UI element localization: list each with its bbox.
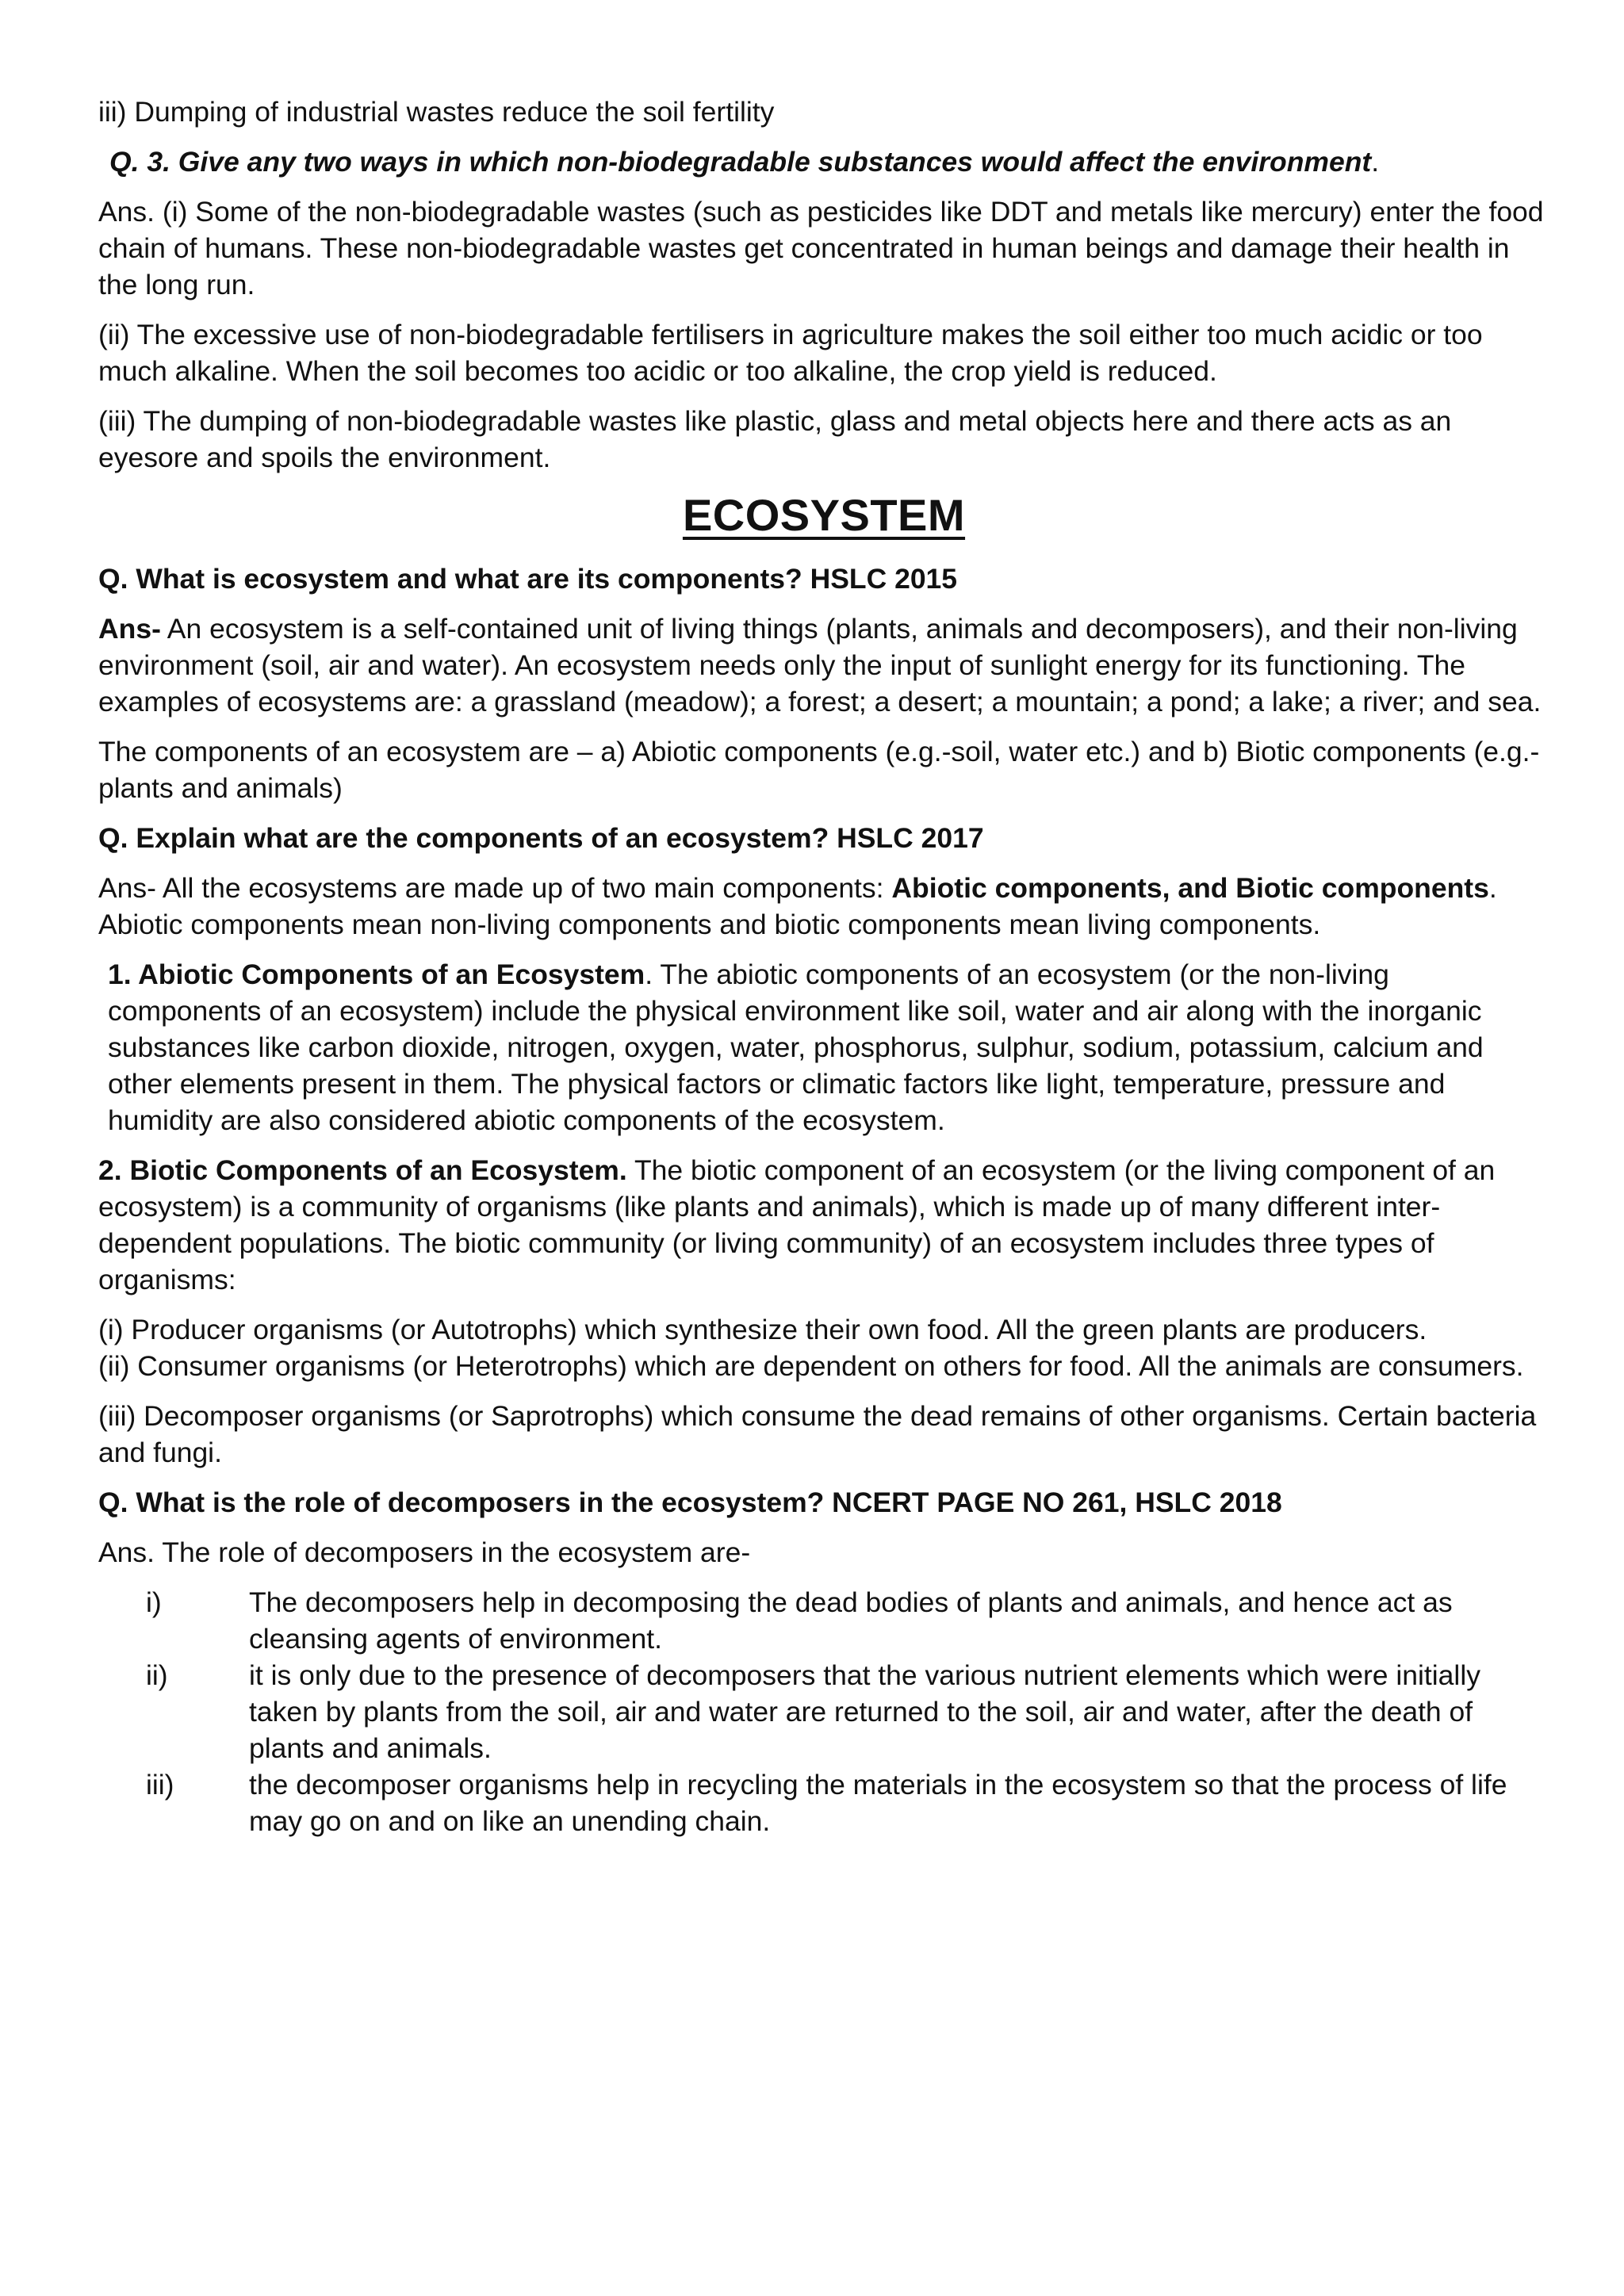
decomposer-organisms: (iii) Decomposer organisms (or Saprotrophs) which consume the dead remains of other organisms. Certain bacteria and fungi.: [98, 1400, 1537, 1468]
list-item: [98, 1584, 1549, 1657]
question-ecosystem: Q. What is ecosystem and what are its components? HSLC 2015: [98, 563, 958, 595]
biotic-label: 2. Biotic Components of an Ecosystem.: [98, 1154, 627, 1186]
list-item-text: the decomposer organisms help in recycling the materials in the ecosystem so that the process of life may go on and on like an unending chain.: [249, 1769, 1507, 1837]
list-item-number: iii): [146, 1769, 174, 1800]
answer-ecosystem: [98, 610, 1549, 720]
answer-ecosystem-text: An ecosystem is a self-contained unit of living things (plants, animals and decomposers), and their non-living environment (soil, air and water). An ecosystem needs only the input of sunlight energy for its functioning. The examples of ecosystems are: a grassland (meadow); a forest; a desert; a mountain; a pond; a lake; a river; and sea.: [98, 613, 1542, 718]
list-item: [98, 1657, 1549, 1766]
answer-components: [98, 870, 1549, 943]
intro-item-iii: iii) Dumping of industrial wastes reduce the soil fertility: [98, 96, 775, 128]
q3-answer-i: Ans. (i) Some of the non-biodegradable wastes (such as pesticides like DDT and metals like mercury) enter the food chain of humans. These non-biodegradable wastes get concentrated in human beings and damage their health in the long run.: [98, 196, 1544, 300]
producer-organisms: (i) Producer organisms (or Autotrophs) which synthesize their own food. All the green plants are producers.: [98, 1314, 1427, 1345]
list-item-number: ii): [146, 1659, 168, 1691]
biotic-paragraph: [98, 1152, 1549, 1298]
abiotic-text: . The abiotic components of an ecosystem (or the non-living components of an ecosystem) include the physical environment like soil, water and air along with the inorganic substances like carbon dioxide, nitrogen, oxygen, water, phosphorus, sulphur, sodium, potassium, calcium and other elements present in them. The physical factors or climatic factors like light, temperature, pressure and humidity are also considered abiotic components of the ecosystem.: [108, 959, 1484, 1136]
answer-components-prefix: Ans- All the ecosystems are made up of two main components:: [98, 872, 892, 904]
question-components: Q. Explain what are the components of an ecosystem? HSLC 2017: [98, 822, 984, 854]
q3-question-period: .: [1371, 146, 1380, 178]
answer-label: Ans-: [98, 613, 161, 645]
list-item: [98, 1766, 1549, 1839]
biotic-text: The biotic component of an ecosystem (or the living component of an ecosystem) is a community of organisms (like plants and animals), which is made up of many different inter-dependent populations. The biotic community (or living community) of an ecosystem includes three types of organisms:: [98, 1154, 1496, 1295]
answer-components-bold: Abiotic components, and Biotic components: [891, 872, 1489, 904]
q3-question-text: Q. 3. Give any two ways in which non-biodegradable substances would affect the environment: [109, 146, 1372, 178]
q3-answer-ii: (ii) The excessive use of non-biodegradable fertilisers in agriculture makes the soil either too much acidic or too much alkaline. When the soil becomes too acidic or too alkaline, the crop yield is reduced.: [98, 319, 1483, 387]
q3-question: [109, 144, 1549, 180]
q3-answer-iii: (iii) The dumping of non-biodegradable wastes like plastic, glass and metal objects here and there acts as an eyesore and spoils the environment.: [98, 405, 1452, 473]
abiotic-paragraph: [98, 956, 1549, 1138]
list-item-number: i): [146, 1586, 162, 1618]
list-item-text: it is only due to the presence of decomposers that the various nutrient elements which were initially taken by plants from the soil, air and water are returned to the soil, air and water, after the death of plants and animals.: [249, 1659, 1480, 1764]
answer-decomposers-intro: Ans. The role of decomposers in the ecosystem are-: [98, 1536, 751, 1568]
answer-components-suffix: . Abiotic components mean non-living components and biotic components mean living components.: [98, 872, 1497, 940]
ecosystem-components-summary: The components of an ecosystem are – a) Abiotic components (e.g.-soil, water etc.) and b) Biotic components (e.g.-plants and animals): [98, 736, 1540, 804]
list-item-text: The decomposers help in decomposing the dead bodies of plants and animals, and hence act as cleansing agents of environment.: [249, 1586, 1453, 1655]
question-decomposers: Q. What is the role of decomposers in the ecosystem? NCERT PAGE NO 261, HSLC 2018: [98, 1487, 1282, 1518]
document-page: [98, 94, 1549, 1839]
consumer-organisms: (ii) Consumer organisms (or Heterotrophs) which are dependent on others for food. All the animals are consumers.: [98, 1350, 1524, 1382]
decomposer-roles-list: [98, 1584, 1549, 1839]
section-title: ECOSYSTEM: [682, 490, 966, 540]
abiotic-label: 1. Abiotic Components of an Ecosystem: [108, 959, 645, 990]
